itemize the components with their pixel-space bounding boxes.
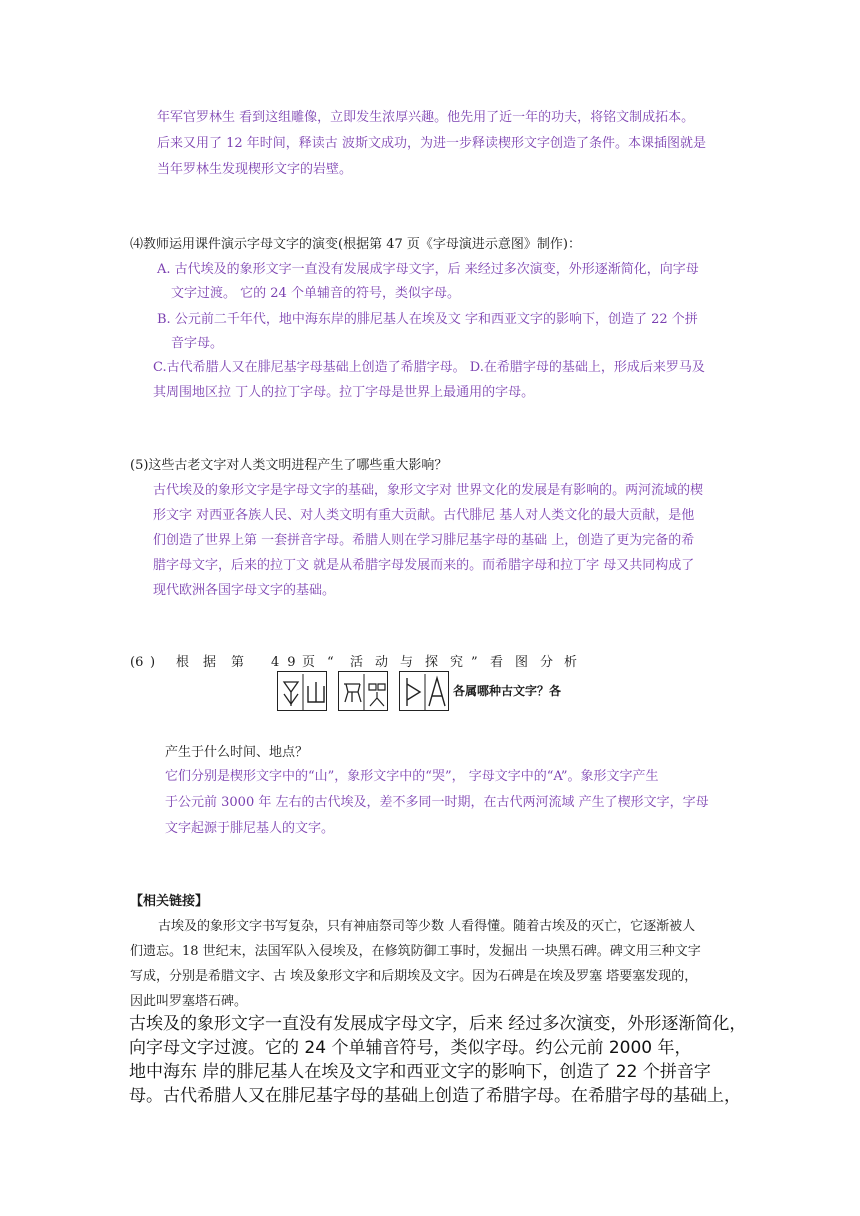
q6-heading-char: 究 (450, 655, 464, 670)
q5-line-4: 腊字母文字，后来的拉丁文 就是从希腊字母发展而来的。而希腊字母和拉丁字 母又共同构成了 (153, 558, 695, 573)
q6-answer-line-2: 于公元前 3000 年 左右的古代埃及，差不多同一时期，在古代两河流域 产生了楔形文字，字母 (165, 795, 709, 810)
q4-line-a2: 文字过渡。 它的 24 个单辅音的符号，类似字母。 (171, 286, 460, 301)
ancient-scripts-figure (277, 671, 587, 713)
q6-heading-char: 与 (400, 655, 414, 670)
q4-heading: ⑷教师运用课件演示字母文字的演变(根据第 47 页《字母演进示意图》制作)： (130, 237, 581, 252)
q6-answer-line-3: 文字起源于腓尼基人的文字。 (165, 821, 335, 836)
q5-line-2: 形文字 对西亚各族人民、对人类文明有重大贡献。古代腓尼 基人对人类文化的最大贡献，是他 (153, 508, 695, 523)
links-large-line-2: 向字母文字过渡。它的 24 个单辅音符号，类似字母。约公元前 2000 年， (129, 1038, 692, 1058)
q6-answer-line-1: 它们分别是楔形文字中的“山”，象形文字中的“哭”， 字母文字中的“A”。象形文字产生 (165, 769, 659, 784)
links-large-line-4: 母。古代希腊人又在腓尼基字母的基础上创造了希腊字母。在希腊字母的基础上， (129, 1086, 741, 1106)
q6-heading-char: (6 (130, 655, 144, 670)
q6-heading-char: ) (150, 655, 156, 670)
q6-heading-char: ” (471, 655, 478, 670)
q4-line-c: C.古代希腊人又在腓尼基字母基础上创造了希腊字母。 D.在希腊字母的基础上，形成后来罗马及 (153, 360, 705, 375)
q6-heading-char: “ (327, 655, 334, 670)
related-links-heading: 【相关链接】 (130, 894, 209, 909)
q6-heading (130, 654, 580, 672)
q5-line-1: 古代埃及的象形文字是字母文字的基础，象形文字对 世界文化的发展是有影响的。两河流域的楔 (153, 483, 704, 498)
q5-line-5: 现代欧洲各国字母文字的基础。 (153, 583, 336, 598)
q4-line-a: A. 古代埃及的象形文字一直没有发展成字母文字，后 来经过多次演变，外形逐渐简化，向字母 (157, 262, 699, 277)
links-small-line-4: 因此叫罗塞塔石碑。 (130, 994, 248, 1009)
q6-heading-char: 图 (515, 655, 529, 670)
q6-heading-char: 据 (203, 655, 217, 670)
links-large-line-1: 古埃及的象形文字一直没有发展成字母文字，后来 经过多次演变，外形逐渐简化， (129, 1014, 747, 1034)
q6-heading-char: 分 (540, 655, 554, 670)
q6-heading-char: 根 (176, 655, 190, 670)
q6-heading-char: 49 (271, 655, 304, 670)
q4-line-c2: 其周围地区拉 丁人的拉丁字母。拉丁字母是世界上最通用的字母。 (153, 385, 535, 400)
top-para-line-3: 当年罗林生发现楔形文字的岩壁。 (157, 162, 353, 177)
figure-caption: 各属哪种古文字？各 (453, 684, 562, 698)
links-small-line-3: 写成，分别是希腊文字、古 埃及象形文字和后期埃及文字。因为石碑是在埃及罗塞 塔要塞发现的， (130, 969, 698, 984)
top-para-line-1: 年军官罗林生 看到这组雕像，立即发生浓厚兴趣。他先用了近一年的功夫，将铭文制成拓本。 (157, 110, 695, 125)
links-large-line-3: 地中海东 岸的腓尼基人在埃及文字和西亚文字的影响下，创造了 22 个拼音字 (129, 1062, 711, 1082)
q6-heading-char: 探 (425, 655, 439, 670)
links-small-line-1: 古埃及的象形文字书写复杂，只有神庙祭司等少数 人看得懂。随着古埃及的灭亡，它逐渐被人 (158, 919, 696, 934)
q6-heading-char: 活 (350, 655, 364, 670)
q4-line-b2: 音字母。 (171, 336, 224, 351)
links-small-line-2: 们遗忘。18 世纪末，法国军队入侵埃及，在修筑防御工事时，发掘出 一块黑石碑。碑文用三种文字 (130, 944, 701, 959)
q5-heading: (5)这些古老文字对人类文明进程产生了哪些重大影响？ (130, 458, 448, 473)
q6-heading-char: 动 (375, 655, 389, 670)
q5-line-3: 们创造了世界上第 一套拼音字母。希腊人则在学习腓尼基字母的基础 上，创造了更为完备的希 (153, 533, 695, 548)
q6-heading-char: 看 (490, 655, 504, 670)
cuneiform-mountain-glyph (277, 671, 327, 711)
q6-heading-char: 第 (231, 655, 245, 670)
top-para-line-2: 后来又用了 12 年时间，释读古 波斯文成功，为进一步释读楔形文字创造了条件。本课插图就是 (157, 136, 706, 151)
q6-heading-char: 析 (564, 655, 578, 670)
q4-line-b: B. 公元前二千年代，地中海东岸的腓尼基人在埃及文 字和西亚文字的影响下，创造了 22 个拼 (157, 312, 698, 327)
q6-sub-question: 产生于什么时间、地点？ (165, 745, 309, 760)
pictograph-weep-glyph (338, 671, 388, 711)
q6-heading-char: 页 (302, 655, 316, 670)
alphabet-a-glyph (399, 671, 449, 711)
